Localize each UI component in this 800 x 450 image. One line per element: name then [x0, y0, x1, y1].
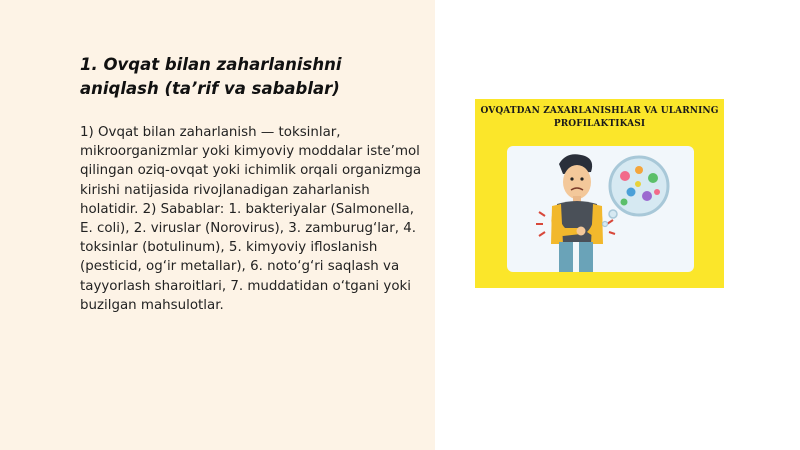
sick-man-with-germs-illustration	[507, 146, 694, 272]
germ-small-pink	[654, 189, 660, 195]
germ-small-green	[621, 199, 628, 206]
slide-title: 1. Ovqat bilan zaharlanishni aniqlash (ta’rif va sabablar)	[80, 55, 342, 98]
left-hand	[577, 227, 586, 236]
germ-yellow	[635, 181, 641, 187]
slide-body-text: 1) Ovqat bilan zaharlanish — toksinlar, mikroorganizmlar yoki kimyoviy moddalar iste’mol qilingan oziq-ovqat yoki ichimlik orqali organizmga kirishi natijasida rivojlanadigan zaharlanish holatidir. 2) Sabablar: 1. bakteriyalar (Salmonella, E. coli), 2. viruslar (Norovirus), 3. zamburug‘lar, 4. toksinlar (botulinum), 5. kimyoviy ifloslanish (pesticid, og‘ir metallar), 6. noto‘g‘ri saqlash va tayyorlash sharoitlari, 7. muddatidan o‘tgani yoki buzilgan mahsulotlar.	[80, 125, 422, 313]
poster-title-line-1: OVQATDAN ZAXARLANISHLAR VA ULARNING	[480, 106, 719, 116]
trail-bubble-2	[603, 222, 608, 227]
trail-bubble-1	[609, 210, 617, 218]
right-leg	[579, 242, 593, 272]
left-eye	[570, 177, 573, 180]
germ-pink	[620, 171, 630, 181]
illustration-card	[507, 146, 694, 272]
poster-image	[475, 99, 724, 288]
pain-marks-right	[607, 220, 615, 234]
germ-blue	[627, 188, 636, 197]
head-shape	[563, 165, 591, 199]
germ-orange	[635, 166, 643, 174]
left-leg	[559, 242, 573, 272]
germ-purple	[642, 191, 652, 201]
poster-title	[475, 105, 724, 131]
pain-marks-left	[536, 212, 545, 236]
poster-title-line-2: PROFILAKTIKASI	[553, 119, 646, 129]
germ-green	[648, 173, 658, 183]
right-eye	[580, 177, 583, 180]
